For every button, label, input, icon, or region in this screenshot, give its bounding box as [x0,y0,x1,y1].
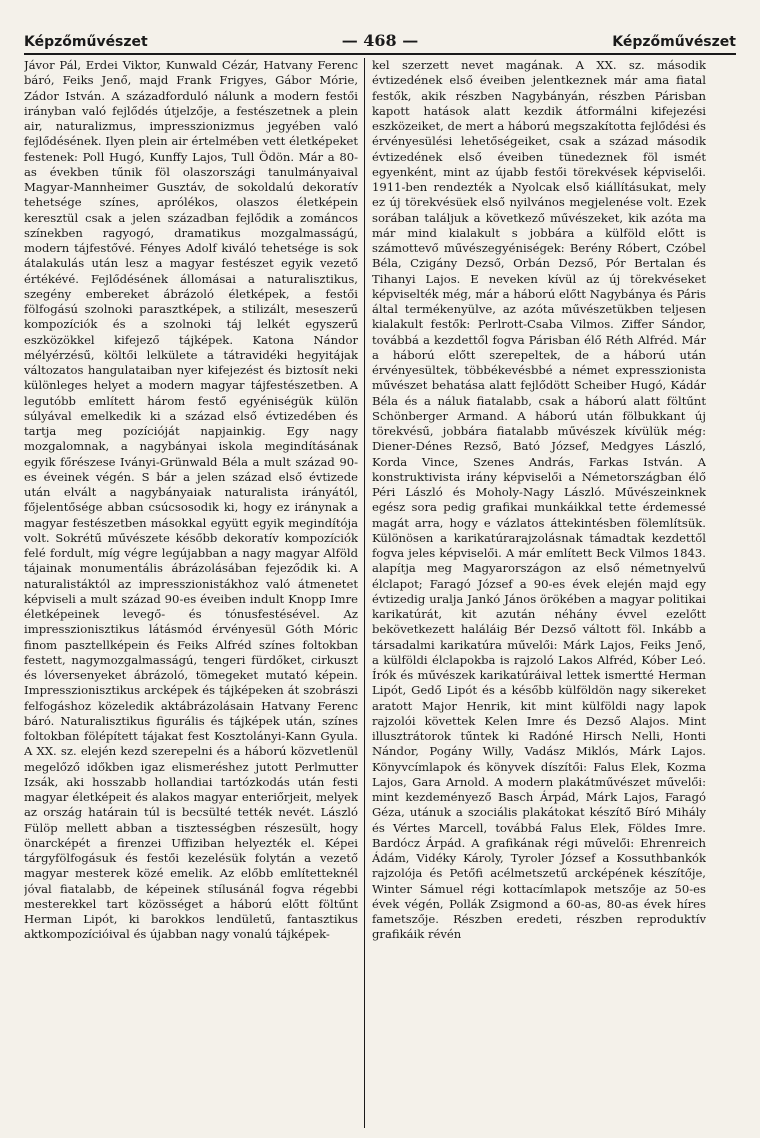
page-number: — 468 — [341,31,419,50]
text-column-left [24,58,358,1128]
running-head-left: Képzőművészet [24,34,148,50]
column-left-text: Jávor Pál, Erdei Viktor, Kunwald Cézár, Hatvany Ferenc báró, Feiks Jenő, majd Frank Frigyes, Gábor Mórie, Zádor István. A századforduló nálunk a modern festői irányban való fejlődés útjelzője, a festészetnek a plein air, naturalizmus, impresszionizmus jegyében való fejlődésének. Ilyen plein air értelmében vett életképeket festenek: Poll Hugó, Kunffy Lajos, Tull Ödön. Már a 80-as években tűnik föl olaszországi tanulmányaival Magyar-Mannheimer Gusztáv, de sokoldalú dekoratív tehetsége színes, aprólékos, olaszos életképein keresztül csak a jelen században fejlődik a zománcos színekben ragyogó, dramatikus mozgalmasságú, modern tájfestővé. Fényes Adolf kiváló tehetsége is sok átalakulás után lesz a magyar festészet egyik vezető értékévé. Fejlődésének állomásai a naturalisztikus, szegény embereket ábrázoló életképek, a festői fölfogású szolnoki parasztképek, a stilizált, meseszerű kompozíciók és a szolnoki táj lelkét egyszerű eszközökkel kifejező tájképek. Katona Nándor mélyérzésű, költői lelkülete a tátravidéki hegyitájak változatos hangulataiban nyer kifejezést és biztosít neki különleges helyet a modern magyar tájfestészetben. A legutóbb említett három festő egyéniségük külön súlyával emelkedik ki a század első évtizedében és tartja meg pozícióját napjainkig. Egy nagy mozgalomnak, a nagybányai iskola megindításának egyik főrészese Iványi-Grünwald Béla a mult század 90-es éveinek végén. S bár a jelen század első évtizede után elvált a nagybányaiak naturalista irányától, főjelentősége abban csúcsosodik ki, hogy ez iránynak a magyar festészetben másokkal együtt egyik megindítója volt. Sokrétű művészete később dekoratív kompozíciók felé fordult, míg végre legújabban a nagy magyar Alföld tájainak monumentális ábrázolásában fejeződik ki. A naturalistáktól az impresszionistákhoz való átmenetet képviseli a mult század 90-es éveiben indult Knopp Imre életképeinek levegő- és tónusfestésével. Az impresszionisztikus látásmód érvényesül Góth Móric finom pasztellképein és Feiks Alfréd színes foltokban festett, nagymozgalmasságú, tengeri fürdőket, cirkuszt és lóversenyeket ábrázoló, tömegeket mutató képein. Impresszionisztikus arcképek és tájképeken át szobrászi felfogáshoz közeledik aktábrázolásain Hatvany Ferenc báró. Naturalisztikus figurális és tájképek után, színes foltokban fölépített tájakat fest Kosztolányi-Kann Gyula. A XX. sz. elején kezd szerepelni és a háború közvetlenül megelőző időkben igaz elismeréshez jutott Perlmutter Izsák, aki hosszabb hollandiai tartózkodás után festi magyar életképeit és alakos magyar enteriőrjeit, melyek az ország határain túl is becsülté tették nevét. László Fülöp mellett abban a tisztességben részesült, hogy önarcképét a firenzei Uffiziban helyezték el. Képei tárgyfölfogásuk és festői kezelésük folytán a vezető magyar mesterek közé emelik. Az előbb említetteknél jóval fiatalabb, de képeinek stílusánál fogva régebbi mesterekkel tart közösséget a háború előtt föltűnt Herman Lipót, ki barokkos lendületű, fantasztikus aktkompozícióival és újabban nagy vonalú tájképek- [24,58,358,942]
page-header [24,26,736,55]
running-head-right: Képzőművészet [612,34,736,50]
column-right-text: kel szerzett nevet magának. A XX. sz. második évtizedének első éveiben jelentkeznek már ama fiatal festők, akik részben Nagybányán, részben Párisban kapott hatások alatt kezdik átformálni kifejezési eszközeiket, de mert a háború megszakította fejlődési és érvényesülési lehetőségeiket, csak a század második évtizedének első éveiben tünedeznek föl ismét egyenként, mint az újabb festői törekvések képviselői. 1911-ben rendezték a Nyolcak első kiállításukat, mely ez új törekvésüek első nyilvános megjelenése volt. Ezek sorában találjuk a következő művészeket, kik azóta ma már mind kialakult s jobbára a külföld előtt is számottevő művészegyéniségek: Berény Róbert, Czóbel Béla, Czigány Dezső, Orbán Dezső, Pór Bertalan és Tihanyi Lajos. E neveken kívül az új törekvéseket képviselték még, már a háború előtt Nagybánya és Páris által termékenyülve, az azóta művészetükben teljesen kialakult festők: Perlrott-Csaba Vilmos. Ziffer Sándor, továbbá a kezdettől fogva Párisban élő Réth Alfréd. Már a háború előtt szerepeltek, de a háború után érvényesültek, többékevésbbé a német expresszionista művészet behatása alatt fejlődött Scheiber Hugó, Kádár Béla és a náluk fiatalabb, csak a háború alatt föltűnt Schönberger Armand. A háború után fölbukkant új törekvésű, jobbára fiatalabb művészek kívülük még: Diener-Dénes Rezső, Bató József, Medgyes László, Korda Vince, Szenes András, Farkas István. A konstruktivista irány képviselői a Németországban élő Péri László és Moholy-Nagy László. Művészeinknek egész sora pedig grafikai munkáikkal tette érdemessé magát arra, hogy e vázlatos áttekintésben fölemlítsük. Különösen a karikatúrarajzolásnak támadtak kezdettől fogva jeles képviselői. A már említett Beck Vilmos 1843. alapítja meg Magyarországon az első németnyelvű élclapot; Faragó József a 90-es évek elején majd egy évtizedig uralja Jankó János örökében a magyar politikai karikatúrát, kit azután néhány évvel ezelőtt bekövetkezett haláláig Bér Dezső váltott föl. Inkább a társadalmi karikatúra művelői: Márk Lajos, Feiks Jenő, a külföldi élclapokba is rajzoló Lakos Alfréd, Kóber Leó. Írók és művészek karikatúráival lettek ismertté Herman Lipót, Gedő Lipót és a később külföldön nagy sikereket aratott Major Henrik, kit mint külföldi nagy lapok rajzolói követtek Kelen Imre és Dezső Alajos. Mint illusztrátorok tűntek ki Radóné Hirsch Nelli, Honti Nándor, Pogány Willy, Vadász Miklós, Márk Lajos. Könyvcímlapok és könyvek díszítői: Falus Elek, Kozma Lajos, Gara Arnold. A modern plakátművészet művelői: mint kezdeményező Basch Árpád, Márk Lajos, Faragó Géza, utánuk a szociális plakátokat készítő Bíró Mihály és Vértes Marcell, továbbá Falus Elek, Földes Imre. Bardócz Árpád. A grafikának régi művelői: Ehrenreich Ádám, Vidéky Károly, Tyroler József a Kossuthbankók rajzolója és Petőfi acélmetszetű arcképének készítője, Winter Sámuel régi kottacímlapok metszője az 50-es évek végén, Pollák Zsigmond a 60-as, 80-as évek híres fametszője. Részben eredeti, részben reproduktív grafikáik révén [372,58,706,942]
column-divider [364,58,365,1128]
text-column-right [372,58,706,1128]
